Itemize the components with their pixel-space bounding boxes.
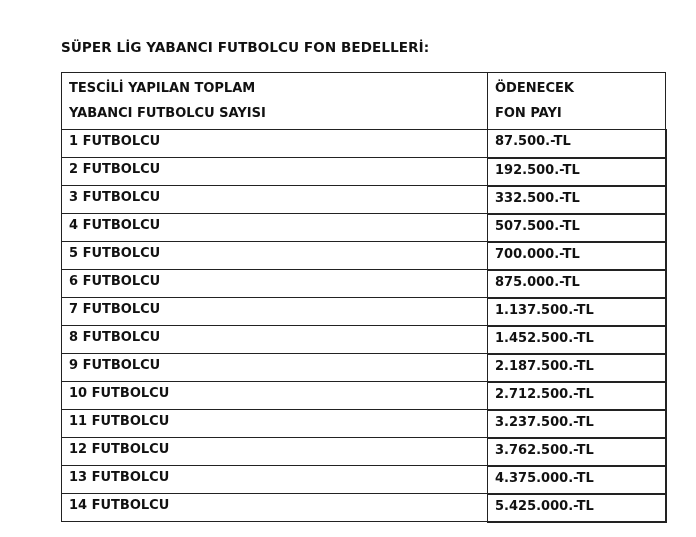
fee-cell: 4.375.000.-TL: [488, 466, 666, 494]
fee-cell: 1.452.500.-TL: [488, 326, 666, 354]
table-row: [62, 438, 666, 466]
table-row: [62, 466, 666, 494]
player-count-cell: 13 FUTBOLCU: [62, 466, 488, 494]
fee-cell: 507.500.-TL: [488, 214, 666, 242]
header-player-count: [62, 73, 488, 130]
player-count-cell: 7 FUTBOLCU: [62, 298, 488, 326]
player-count-cell: 2 FUTBOLCU: [62, 158, 488, 186]
player-count-cell: 14 FUTBOLCU: [62, 494, 488, 522]
fee-cell: 1.137.500.-TL: [488, 298, 666, 326]
player-count-cell: 12 FUTBOLCU: [62, 438, 488, 466]
fee-cell: 875.000.-TL: [488, 270, 666, 298]
fee-cell: 192.500.-TL: [488, 158, 666, 186]
table-row: [62, 326, 666, 354]
table-row: [62, 270, 666, 298]
table-row: [62, 242, 666, 270]
player-count-cell: 9 FUTBOLCU: [62, 354, 488, 382]
player-count-cell: 3 FUTBOLCU: [62, 186, 488, 214]
fee-cell: 332.500.-TL: [488, 186, 666, 214]
header-player-count-line1: TESCİLİ YAPILAN TOPLAM: [69, 81, 256, 96]
header-player-count-line2: YABANCI FUTBOLCU SAYISI: [69, 106, 266, 121]
header-fee-line1: ÖDENECEK: [495, 81, 574, 96]
player-count-cell: 5 FUTBOLCU: [62, 242, 488, 270]
fee-cell: 87.500.-TL: [488, 130, 666, 158]
fee-cell: 3.237.500.-TL: [488, 410, 666, 438]
table-row: [62, 494, 666, 522]
header-fee: [488, 73, 666, 130]
table-row: [62, 130, 666, 158]
player-count-cell: 6 FUTBOLCU: [62, 270, 488, 298]
fee-cell: 3.762.500.-TL: [488, 438, 666, 466]
table-row: [62, 410, 666, 438]
player-count-cell: 1 FUTBOLCU: [62, 130, 488, 158]
table-row: [62, 158, 666, 186]
table-row: [62, 382, 666, 410]
player-count-cell: 4 FUTBOLCU: [62, 214, 488, 242]
table-header-row: [62, 73, 666, 130]
fee-table: [61, 72, 667, 523]
header-fee-line2: FON PAYI: [495, 106, 562, 121]
player-count-cell: 11 FUTBOLCU: [62, 410, 488, 438]
fee-cell: 2.187.500.-TL: [488, 354, 666, 382]
fee-cell: 2.712.500.-TL: [488, 382, 666, 410]
player-count-cell: 8 FUTBOLCU: [62, 326, 488, 354]
fee-cell: 5.425.000.-TL: [488, 494, 666, 522]
table-row: [62, 354, 666, 382]
document-title: SÜPER LİG YABANCI FUTBOLCU FON BEDELLERİ:: [61, 40, 430, 56]
table-row: [62, 214, 666, 242]
player-count-cell: 10 FUTBOLCU: [62, 382, 488, 410]
table-row: [62, 186, 666, 214]
table-row: [62, 298, 666, 326]
fee-cell: 700.000.-TL: [488, 242, 666, 270]
